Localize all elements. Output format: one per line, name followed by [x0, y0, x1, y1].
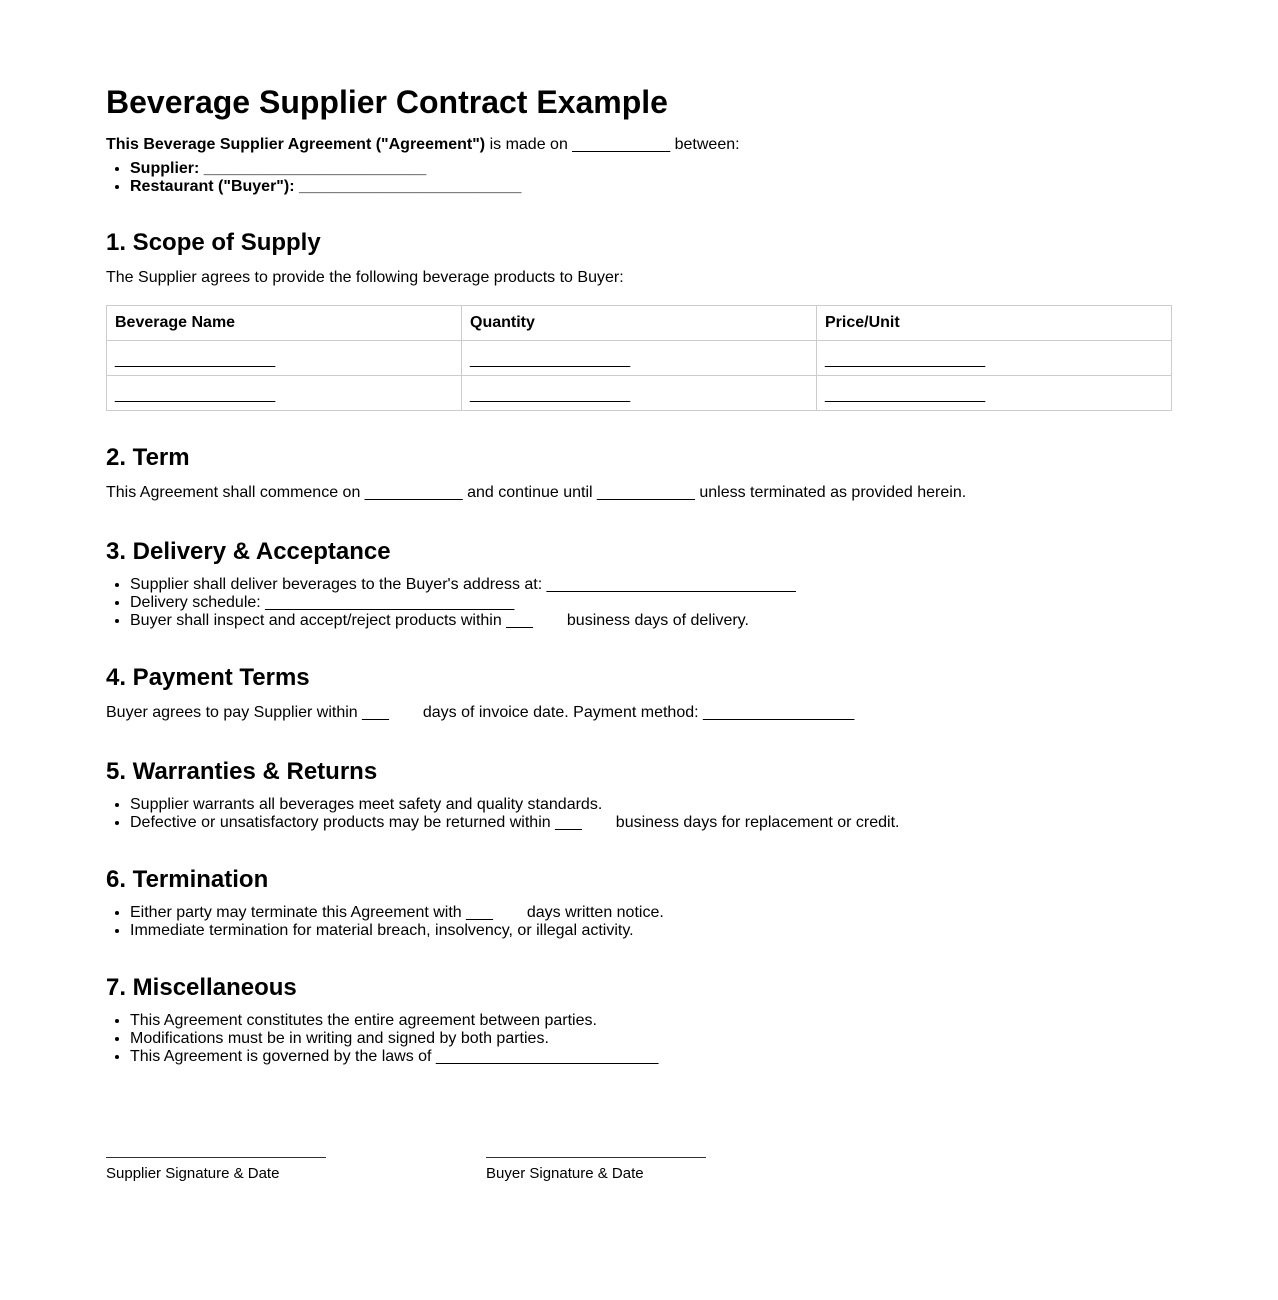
- intro-text: is made on: [485, 136, 573, 153]
- warranties-list: [106, 796, 1172, 832]
- column-header-beverage-name: Beverage Name: [107, 306, 462, 341]
- section-term: [106, 444, 1172, 504]
- term-text-part: and continue until: [462, 484, 598, 501]
- item-text: Defective or unsatisfactory products may be returned within: [130, 814, 556, 831]
- item-text: Buyer shall inspect and accept/reject products within: [130, 612, 507, 629]
- table-row: [107, 376, 1172, 411]
- payment-text: [106, 702, 1172, 724]
- intro-text-end: between:: [670, 136, 740, 153]
- supplier-name-blank[interactable]: _________________________: [203, 160, 427, 177]
- payment-days-blank[interactable]: ___: [362, 704, 389, 721]
- term-text-part: This Agreement shall commence on: [106, 484, 365, 501]
- delivery-address-blank[interactable]: ____________________________: [546, 576, 796, 593]
- section-heading: 6. Termination: [106, 866, 269, 893]
- intro-bold-lead: This Beverage Supplier Agreement ("Agreement"): [106, 136, 486, 153]
- item-text: business days for replacement or credit.: [615, 814, 900, 831]
- list-item: • This Agreement constitutes the entire agreement between parties.: [130, 1012, 1172, 1030]
- section-warranties: [106, 758, 1172, 832]
- supplier-signature: [106, 1157, 326, 1184]
- list-item: [130, 1048, 1172, 1066]
- list-item: [130, 814, 1172, 832]
- cell-price-unit[interactable]: __________________: [817, 376, 1172, 411]
- payment-text-part: Buyer agrees to pay Supplier within: [106, 704, 363, 721]
- section-heading: 2. Term: [106, 444, 190, 471]
- delivery-list: [106, 576, 1172, 630]
- signature-block: [106, 1157, 706, 1184]
- party-supplier: [130, 160, 1172, 178]
- payment-text-part: days of invoice date. Payment method:: [422, 704, 703, 721]
- governing-law-blank[interactable]: _________________________: [435, 1048, 659, 1065]
- section-heading: 1. Scope of Supply: [106, 229, 321, 256]
- table-row: [107, 341, 1172, 376]
- notice-days-blank[interactable]: ___: [466, 904, 493, 921]
- buyer-signature-line[interactable]: [486, 1157, 706, 1158]
- commence-date-blank[interactable]: ___________: [364, 484, 463, 501]
- column-header-quantity: Quantity: [462, 306, 817, 341]
- buyer-name-blank[interactable]: _________________________: [298, 178, 522, 195]
- item-text: Delivery schedule:: [130, 594, 266, 611]
- beverage-table: [106, 305, 1172, 411]
- item-text: Supplier shall deliver beverages to the Buyer's address at:: [130, 576, 547, 593]
- section-heading: 7. Miscellaneous: [106, 974, 297, 1001]
- section-termination: [106, 866, 1172, 940]
- term-text: [106, 482, 1172, 504]
- intro-paragraph: [106, 134, 1172, 156]
- buyer-signature-label: Buyer Signature & Date: [486, 1165, 644, 1182]
- misc-list: [106, 1012, 1172, 1066]
- cell-price-unit[interactable]: __________________: [817, 341, 1172, 376]
- buyer-label: Restaurant ("Buyer"):: [130, 178, 295, 195]
- list-item: [130, 594, 1172, 612]
- cell-beverage-name[interactable]: __________________: [107, 341, 462, 376]
- item-text: days written notice.: [526, 904, 664, 921]
- item-text: business days of delivery.: [566, 612, 749, 629]
- page-title: Beverage Supplier Contract Example: [106, 84, 668, 120]
- cell-quantity[interactable]: __________________: [462, 376, 817, 411]
- agreement-date-blank[interactable]: ___________: [572, 136, 671, 153]
- section-payment: [106, 664, 1172, 724]
- section-heading: 4. Payment Terms: [106, 664, 310, 691]
- column-header-price-unit: Price/Unit: [817, 306, 1172, 341]
- section-delivery: [106, 538, 1172, 630]
- supplier-label: Supplier:: [130, 160, 200, 177]
- list-item: [130, 904, 1172, 922]
- section-heading: 3. Delivery & Acceptance: [106, 538, 391, 565]
- termination-list: [106, 904, 1172, 940]
- party-buyer: [130, 178, 1172, 196]
- list-item: • Modifications must be in writing and signed by both parties.: [130, 1030, 1172, 1048]
- end-date-blank[interactable]: ___________: [597, 484, 695, 501]
- item-text: Either party may terminate this Agreement with: [130, 904, 467, 921]
- cell-quantity[interactable]: __________________: [462, 341, 817, 376]
- supplier-signature-label: Supplier Signature & Date: [106, 1165, 280, 1182]
- section-heading: 5. Warranties & Returns: [106, 758, 378, 785]
- table-header-row: [107, 306, 1172, 341]
- cell-beverage-name[interactable]: __________________: [107, 376, 462, 411]
- scope-text: The Supplier agrees to provide the following beverage products to Buyer:: [106, 269, 624, 286]
- delivery-schedule-blank[interactable]: ____________________________: [265, 594, 515, 611]
- list-item: [130, 576, 1172, 594]
- return-days-blank[interactable]: ___: [555, 814, 582, 831]
- buyer-signature: [486, 1157, 706, 1184]
- list-item: • Supplier warrants all beverages meet safety and quality standards.: [130, 796, 1172, 814]
- supplier-signature-line[interactable]: [106, 1157, 326, 1158]
- section-scope: [106, 229, 1172, 411]
- inspection-days-blank[interactable]: ___: [506, 612, 533, 629]
- section-miscellaneous: [106, 974, 1172, 1066]
- list-item: • Immediate termination for material breach, insolvency, or illegal activity.: [130, 922, 1172, 940]
- parties-list: [106, 160, 1172, 196]
- list-item: [130, 612, 1172, 630]
- item-text: This Agreement is governed by the laws of: [130, 1048, 436, 1065]
- term-text-part: unless terminated as provided herein.: [694, 484, 967, 501]
- payment-method-blank[interactable]: _________________: [703, 704, 855, 721]
